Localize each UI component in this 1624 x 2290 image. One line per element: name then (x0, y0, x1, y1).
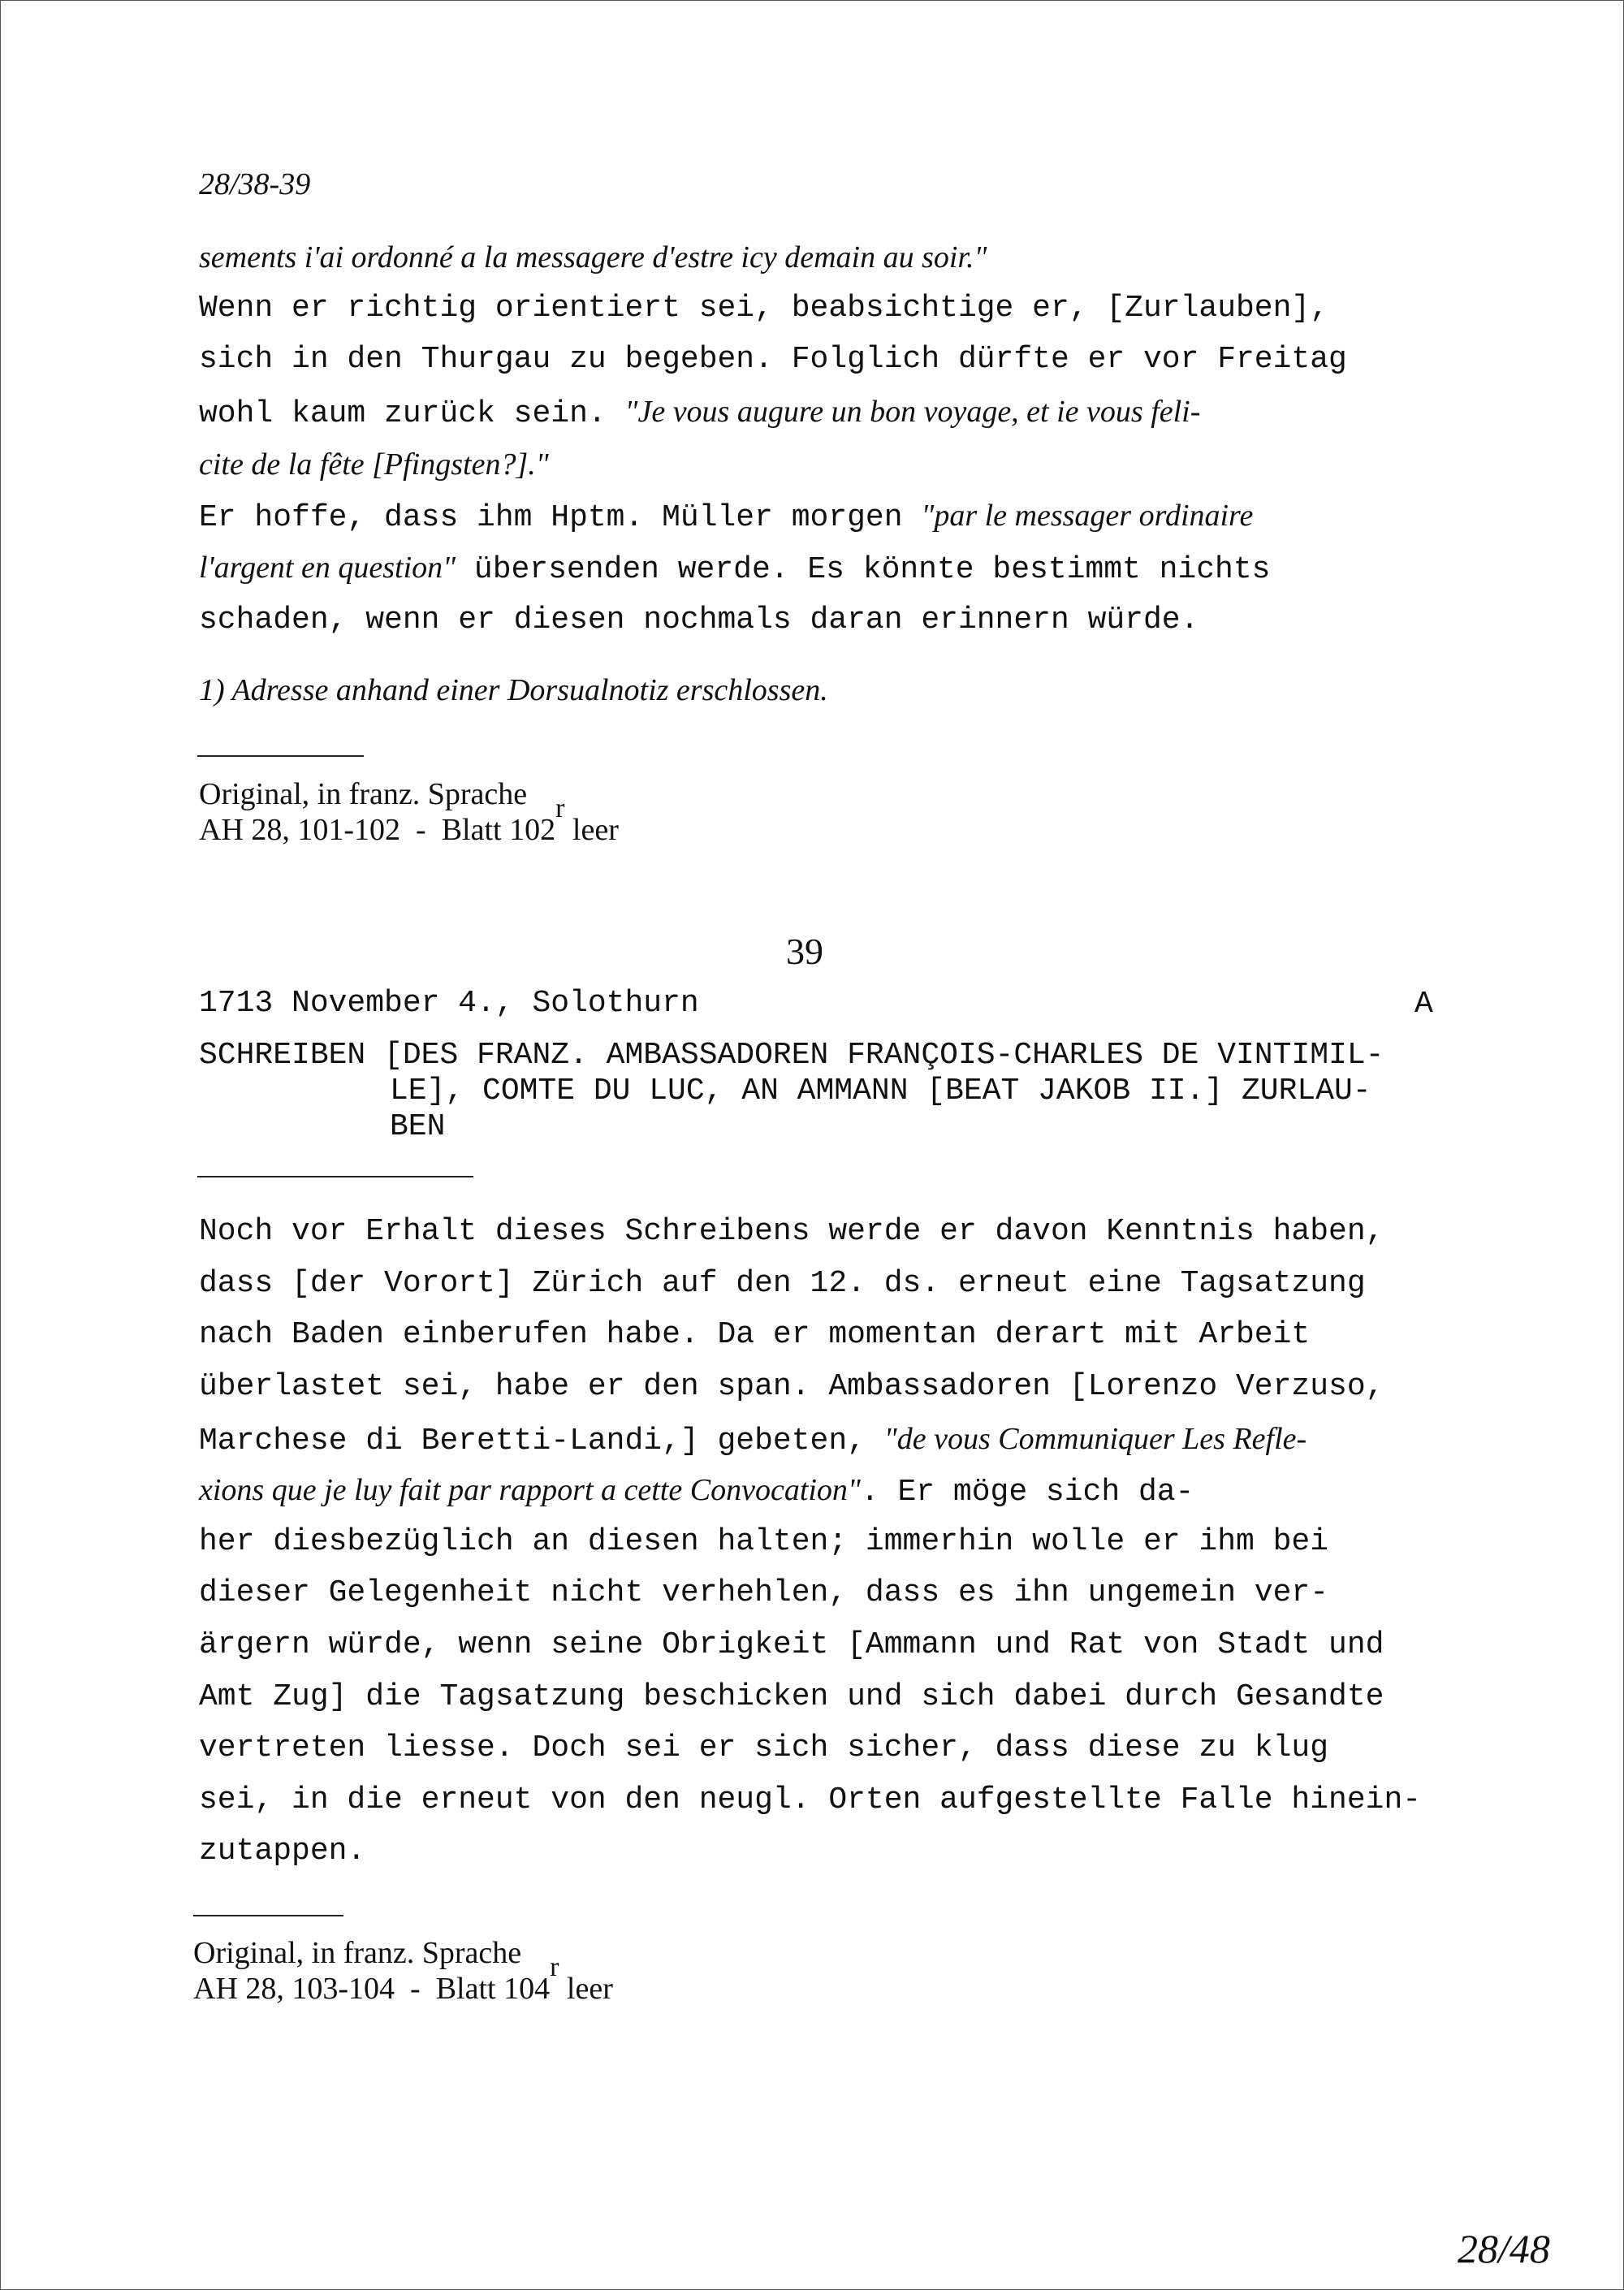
doc39-body-7: her diesbezüglich an diesen halten; immerhin wolle er ihm bei (199, 1524, 1329, 1559)
doc38-line-8: schaden, wenn er diesen nochmals daran erinnern würde. (199, 603, 1199, 637)
doc39-title-line-2: LE], COMTE DU LUC, AN AMMANN [BEAT JAKOB II.] ZURLAU- (390, 1074, 1371, 1108)
doc38-line-3: sich in den Thurgau zu begeben. Folglich dürfte er vor Freitag (199, 342, 1347, 377)
doc39-title-line-1: SCHREIBEN [DES FRANZ. AMBASSADOREN FRANÇOIS-CHARLES DE VINTIMIL- (199, 1038, 1384, 1073)
header-ref: 28/38-39 (199, 167, 311, 201)
doc38-line-4 (199, 394, 1200, 432)
doc39-body-6 (199, 1472, 1194, 1510)
source-38-line-1: Original, in franz. Sprache (199, 777, 528, 811)
source-38-ref: AH 28, 101-102 - Blatt 102 (199, 813, 556, 847)
doc39-body-1: Noch vor Erhalt dieses Schreibens werde er davon Kenntnis haben, (199, 1214, 1384, 1249)
doc39-body-12: sei, in die erneut von den neugl. Orten aufgestellte Falle hinein- (199, 1782, 1422, 1817)
doc39-date-place: 1713 November 4., Solothurn (199, 986, 699, 1021)
footnote-1: 1) Adresse anhand einer Dorsualnotiz erschlossen. (199, 673, 828, 707)
doc38-line-2: Wenn er richtig orientiert sei, beabsichtige er, [Zurlauben], (199, 291, 1329, 326)
doc39-body-6-b: . Er möge sich da- (860, 1475, 1194, 1510)
doc38-line-4-a: wohl kaum zurück sein. (199, 396, 625, 431)
doc39-body-5-a: Marchese di Beretti-Landi,] gebeten, (199, 1424, 884, 1458)
source-rule-38 (197, 755, 364, 757)
doc39-body-5 (199, 1421, 1307, 1459)
source-39-sup: r (550, 1952, 559, 1982)
doc39-body-3: nach Baden einberufen habe. Da er momentan derart mit Arbeit (199, 1317, 1311, 1352)
doc-number-39: 39 (786, 931, 823, 972)
doc38-line-7-b: übersenden werde. Es könnte bestimmt nichts (456, 552, 1271, 587)
doc38-line-5: cite de la fête [Pfingsten?]." (199, 447, 549, 482)
doc38-line-1: sements i'ai ordonné a la messagere d'estre icy demain au soir." (199, 240, 987, 274)
doc38-line-4-b: "Je vous augure un bon voyage, et ie vous feli- (624, 395, 1201, 429)
handwritten-page-ref: 28/48 (1458, 2226, 1550, 2271)
doc39-body-4: überlastet sei, habe er den span. Ambassadoren [Lorenzo Verzuso, (199, 1369, 1384, 1404)
doc38-line-7-a: l'argent en question" (199, 551, 456, 585)
source-38-leer: leer (564, 813, 619, 847)
doc39-title-line-3: BEN (390, 1109, 446, 1144)
doc38-line-7 (199, 550, 1270, 588)
source-39-leer: leer (559, 1972, 613, 2006)
title-rule-39 (197, 1176, 473, 1177)
doc39-body-6-a: xions que je luy fait par rapport a cette Convocation" (199, 1473, 861, 1507)
doc39-body-8: dieser Gelegenheit nicht verhehlen, dass es ihn ungemein ver- (199, 1575, 1329, 1610)
doc39-body-13: zutappen. (199, 1834, 366, 1869)
doc39-body-10: Amt Zug] die Tagsatzung beschicken und sich dabei durch Gesandte (199, 1679, 1384, 1714)
doc39-body-2: dass [der Vorort] Zürich auf den 12. ds. erneut eine Tagsatzung (199, 1266, 1366, 1301)
source-39-ref: AH 28, 103-104 - Blatt 104 (193, 1972, 551, 2006)
doc39-body-5-b: "de vous Communiquer Les Refle- (883, 1422, 1307, 1456)
doc38-line-6-b: "par le messager ordinaire (921, 499, 1254, 533)
source-39-line-1: Original, in franz. Sprache (193, 1936, 522, 1970)
doc39-body-11: vertreten liesse. Doch sei er sich sicher, dass diese zu klug (199, 1730, 1329, 1765)
source-rule-39 (193, 1915, 343, 1916)
source-38-sup: r (555, 793, 565, 823)
doc39-body-9: ärgern würde, wenn seine Obrigkeit [Ammann und Rat von Stadt und (199, 1627, 1384, 1662)
doc38-line-6-a: Er hoffe, dass ihm Hptm. Müller morgen (199, 500, 922, 535)
doc38-line-6 (199, 498, 1253, 536)
doc39-letter: A (1415, 987, 1433, 1022)
